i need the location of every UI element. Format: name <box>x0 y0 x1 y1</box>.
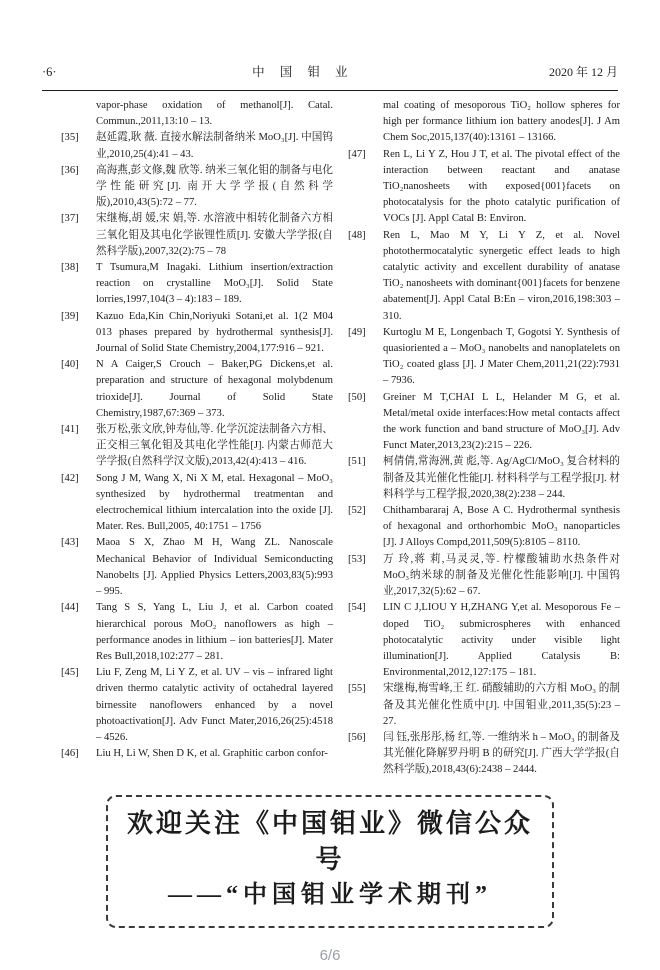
reference-number: [39] <box>61 310 79 322</box>
reference-text: 宋继梅,梅雪峰,王 红. 硝酸辅助的六方相 MoO₃ 的制备及其光催化性质中[J]. 中国钼业,2011,35(5):23 – 27. <box>383 683 620 727</box>
references-section <box>0 91 660 779</box>
reference-entry <box>61 471 333 536</box>
reference-text: mal coating of mesoporous TiO₂ hollow spheres for high per formance lithium ion battery anodes[J]. J Am Chem Soc,2015,137(40):13161 – 13166. <box>383 100 620 144</box>
reference-text: 万 玲,蒋 莉,马灵灵,等. 柠檬酸辅助水热条件对 MoO₃纳米球的制备及光催化性能影响[J]. 中国钨业,2017,32(5):62 – 67. <box>383 553 620 598</box>
reference-text: Greiner M T,CHAI L L, Helander M G, et al. Metal/metal oxide interfaces:How metal contacts affect the work function and band structure of MoO₃[J]. Adv Funct Mater,2013,23(2):215 – 226. <box>383 391 620 452</box>
reference-entry <box>348 681 620 730</box>
reference-number <box>348 98 383 147</box>
reference-text: Ren L, Mao M Y, Li Y Z, et al. Novel photothermocatalytic synergetic effect leads to high catalytic activity and excellent durability of anatase TiO₂ nanosheets with dominant{001}facets for benzene abatement[J]. Appl Catal B:En – viron,2016,198:303 – 310. <box>383 229 620 322</box>
reference-number: [43] <box>61 537 79 549</box>
reference-text: 高海燕,彭文修,魏 欣等. 纳米三氧化钼的制备与电化学性能研究[J]. 南开大学学报(自然科学版),2010,43(5):72 – 77. <box>96 164 333 209</box>
reference-text: Liu H, Li W, Shen D K, et al. Graphitic carbon confor- <box>96 748 328 760</box>
journal-page <box>0 62 660 970</box>
issue-date: 2020 年 12 月 <box>548 65 618 79</box>
reference-number: [36] <box>61 164 79 176</box>
reference-number: [56] <box>348 731 366 743</box>
reference-entry <box>348 228 620 325</box>
reference-entry <box>348 552 620 601</box>
reference-number: [53] <box>348 553 366 565</box>
reference-number: [52] <box>348 505 366 517</box>
reference-text: Kazuo Eda,Kin Chin,Noriyuki Sotani,et al. 1(2 M04 013 phases prepared by hydrothermal synthesis[J]. Journal of Solid State Chemistry,2004,177:916 – 921. <box>96 310 333 355</box>
reference-number: [49] <box>348 326 366 338</box>
reference-text: Tang S S, Yang L, Liu J, et al. Carbon coated hierarchical porous MoO₂ nanoflowers as high – performance anodes in lithium – ion batteries[J]. Mater Res Bull,2018,102:277 – 281. <box>96 602 333 662</box>
reference-number: [54] <box>348 602 366 614</box>
reference-number: [46] <box>61 748 79 760</box>
reference-entry <box>61 357 333 422</box>
reference-text: N A Caiger,S Crouch – Baker,PG Dickens,et al. preparation and structure of hexagonal molybdenum trioxide[J]. Journal of Solid State Chemistry,1987,67:369 – 373. <box>96 359 333 419</box>
reference-number: [47] <box>348 148 366 160</box>
reference-entry <box>348 147 620 228</box>
reference-entry <box>61 665 333 746</box>
reference-text: 张万松,张文欣,钟寿仙,等. 化学沉淀法制备六方相、正交相三氧化钼及其电化学性能[J]. 内蒙古师范大学学报(自然科学汉文版),2013,42(4):413 – 416. <box>96 424 333 468</box>
reference-entry <box>348 600 620 681</box>
reference-text: LIN C J,LIOU Y H,ZHANG Y,et al. Mesoporous Fe – doped TiO₂ submicrospheres with enhanced photocatalytic activity under visible light illumination[J]. Applied Catalysis B: Environmental,2012,127:175 – 181. <box>383 602 620 679</box>
page-header <box>0 62 660 80</box>
reference-entry <box>348 454 620 503</box>
reference-text: Kurtoglu M E, Longenbach T, Gogotsi Y. Synthesis of quasioriented a – MoO₃ nanobelts and nanoplatelets on TiO₂ coated glass [J]. J Mater Chem,2011,21(22):7931 – 7936. <box>383 326 620 387</box>
reference-number <box>61 98 96 130</box>
reference-entry <box>61 98 333 130</box>
reference-number: [37] <box>61 213 79 225</box>
reference-number: [48] <box>348 229 366 241</box>
references-right-column <box>348 98 620 779</box>
page-number-label: ·6· <box>42 65 57 79</box>
reference-number: [40] <box>61 359 79 371</box>
reference-text: Liu F, Zeng M, Li Y Z, et al. UV – vis – infrared light driven thermo catalytic activity of octahedral layered birnessite nanoflowers enhanced by a novel photoactivation[J]. Adv Funct Mater,2016,26(25):4518 – 4526. <box>96 667 333 743</box>
reference-text: vapor-phase oxidation of methanol[J]. Catal. Commun.,2011,13:10 – 13. <box>96 100 333 128</box>
reference-entry <box>61 130 333 162</box>
reference-entry <box>348 730 620 779</box>
reference-text: Chithambararaj A, Bose A C. Hydrothermal synthesis of hexagonal and orthorhombic MoO₃ nanoparticles [J]. J Alloys Compd,2011,509(5):8105 – 8110. <box>383 505 620 549</box>
reference-number: [50] <box>348 391 366 403</box>
reference-text: 宋继梅,胡 媛,宋 娟,等. 水溶液中相转化制备六方相三氧化钼及其电化学嵌锂性质[J]. 安徽大学学报(自然科学版),2007,32(2):75 – 78 <box>96 213 333 257</box>
reference-text: Ren L, Li Y Z, Hou J T, et al. The pivotal effect of the interaction between reactant and anatase TiO₂nanosheets with exposed{001}facets on photocatalysis for the photo catalytic purification of VOCs [J]. Appl Catal B: Environ. <box>383 148 620 225</box>
reference-entry <box>348 503 620 552</box>
reference-number: [41] <box>61 424 79 436</box>
notice-subtitle: ——“中国钼业学术期刊” <box>168 881 492 908</box>
reference-text: Song J M, Wang X, Ni X M, etal. Hexagonal – MoO₃ synthesized by hydrothermal treatmentan and electrochemical lithium intercalation into the oxide [J]. Mater. Res. Bull,2005, 40:1751 – 1756 <box>96 472 333 533</box>
reference-number: [44] <box>61 602 79 614</box>
reference-entry <box>61 422 333 471</box>
reference-entry <box>61 600 333 665</box>
reference-text: 闫 钰,张彤彤,杨 红,等. 一维纳米 h – MoO₃ 的制备及其光催化降解罗丹明 B 的研究[J]. 广西大学学报(自然科学版),2018,43(6):2438 – 2444. <box>383 731 620 776</box>
notice-title: 欢迎关注《中国钼业》微信公众号 <box>126 808 533 874</box>
reference-number: [45] <box>61 667 79 679</box>
journal-title: 中 国 钼 业 <box>252 65 354 79</box>
reference-entry <box>61 309 333 358</box>
reference-entry <box>61 535 333 600</box>
reference-text: 赵延霞,耿 薇. 直接水解法制备纳米 MoO₃[J]. 中国钨业,2010,25(4):41 – 43. <box>96 132 333 160</box>
references-left-column <box>61 98 333 779</box>
reference-number: [51] <box>348 456 366 468</box>
reference-entry <box>61 746 333 762</box>
reference-entry <box>61 163 333 212</box>
reference-text: 柯倩倩,常海洲,黄 彪,等. Ag/AgCl/MoO₃ 复合材料的制备及其光催化性能[J]. 材料科学与工程学报[J]. 材料科学与工程学报,2020,38(2):238 – 244. <box>383 456 620 500</box>
reference-text: Maoa S X, Zhao M H, Wang ZL. Nanoscale Mechanical Behavior of Individual Semiconducting Nanobelts [J]. Applied Physics Letters,2003,83(5):993 – 995. <box>96 537 333 598</box>
page-indicator: 6/6 <box>319 947 341 964</box>
reference-entry <box>348 390 620 455</box>
reference-entry <box>61 211 333 260</box>
reference-number: [42] <box>61 472 79 484</box>
reference-text: T Tsumura,M Inagaki. Lithium insertion/extraction reaction on crystalline MoO₃[J]. Solid State lorries,1997,104(3 – 4):183 – 189. <box>96 262 333 306</box>
reference-number: [55] <box>348 683 366 695</box>
reference-entry <box>61 260 333 309</box>
reference-number: [38] <box>61 262 79 274</box>
reference-entry <box>348 325 620 390</box>
reference-number: [35] <box>61 132 79 144</box>
reference-entry <box>348 98 620 147</box>
